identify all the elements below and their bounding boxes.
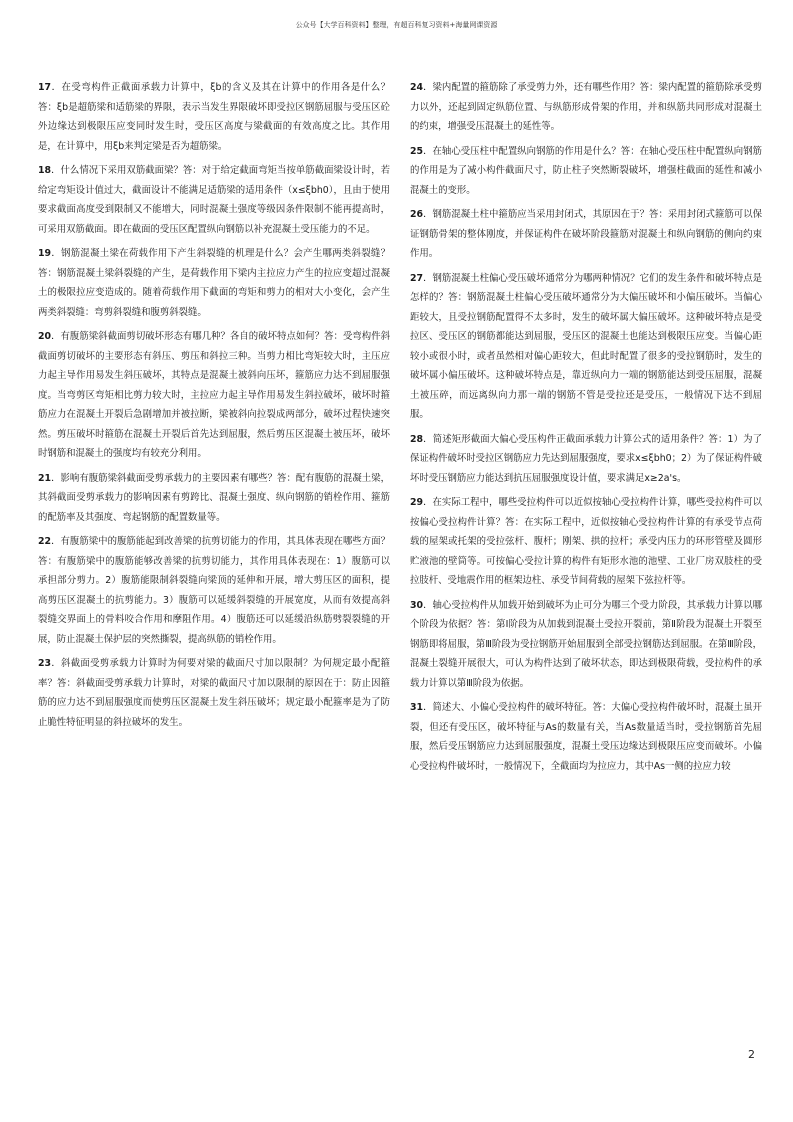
left-column <box>38 78 390 737</box>
question-18 <box>38 161 390 239</box>
question-text: ．钢筋混凝土柱中箍筋应当采用封闭式，其原因在于？答：采用封闭式箍筋可以保证钢筋骨架的整体刚度，并保证构件在破坏阶段箍筋对混凝土和纵向钢筋的侧向约束作用。 <box>410 209 762 259</box>
question-number: 22 <box>38 536 52 547</box>
question-text: ．钢筋混凝土梁在荷载作用下产生斜裂缝的机理是什么？会产生哪两类斜裂缝？答：钢筋混凝土梁斜裂缝的产生，是荷载作用下梁内主拉应力产生的拉应变超过混凝土的极限拉应变造成的。随着荷载作用下截面的弯矩和剪力的相对大小变化，会产生两类斜裂缝：弯剪斜裂缝和腹剪斜裂缝。 <box>38 248 390 318</box>
question-23 <box>38 654 390 732</box>
question-22 <box>38 532 390 649</box>
question-text: ．在实际工程中，哪些受拉构件可以近似按轴心受拉构件计算，哪些受拉构件可以按偏心受拉构件计算？答：在实际工程中，近似按轴心受拉构件计算的有承受节点荷载的屋架或托架的受拉弦杆、腹杆；刚架、拱的拉杆；承受内压力的环形管壁及圆形贮液池的壁筒等。可按偏心受拉计算的构件有矩形水池的池壁、工业厂房双肢柱的受拉肢杆、受地震作用的框架边柱、承受节间荷载的屋架下弦拉杆等。 <box>410 497 762 586</box>
question-text: ．简述大、小偏心受拉构件的破坏特征。答：大偏心受拉构件破坏时，混凝土虽开裂，但还有受压区，破坏特征与As的数量有关，当As数量适当时，受拉钢筋首先屈服，然后受压钢筋应力达到屈服强度，混凝土受压边缘达到极限压应变而破坏。小偏心受拉构件破坏时，一般情况下，全截面均为拉应力，其中As一侧的拉应力较 <box>410 702 762 772</box>
question-number: 20 <box>38 331 52 342</box>
question-number: 29 <box>410 497 424 508</box>
question-number: 30 <box>410 599 424 611</box>
question-26 <box>410 205 762 264</box>
question-text: ．轴心受拉构件从加载开始到破坏为止可分为哪三个受力阶段，其承载力计算以哪个阶段为依据？答：第Ⅰ阶段为从加载到混凝土受拉开裂前，第Ⅱ阶段为混凝土开裂至钢筋即将屈服，第Ⅲ阶段为受拉钢筋开始屈服到全部受拉钢筋达到屈服。在第Ⅲ阶段，混凝土裂缝开展很大，可认为构件达到了破坏状态，即达到极限荷载，受拉构件的承载力计算以第Ⅲ阶段为依据。 <box>410 599 762 689</box>
question-25 <box>410 142 762 201</box>
question-text: ．简述矩形截面大偏心受压构件正截面承载力计算公式的适用条件？答：1）为了保证构件破坏时受拉区钢筋应力先达到屈服强度，要求x≤ξbh0；2）为了保证构件破坏时受压钢筋应力能达到抗压屈服强度设计值，要求满足x≥2a's。 <box>410 433 762 484</box>
question-17 <box>38 78 390 156</box>
question-text: ．梁内配置的箍筋除了承受剪力外，还有哪些作用？答：梁内配置的箍筋除承受剪力以外，还起到固定纵筋位置、与纵筋形成骨架的作用，并和纵筋共同形成对混凝土的约束，增强受压混凝土的延性等。 <box>410 82 762 132</box>
question-text: ．有腹筋梁中的腹筋能起到改善梁的抗剪切能力的作用，其具体表现在哪些方面？答：有腹筋梁中的腹筋能够改善梁的抗剪切能力，其作用具体表现在：1）腹筋可以承担部分剪力。2）腹筋能限制斜裂缝向梁顶的延伸和开展，增大剪压区的面积，提高剪压区混凝土的抗剪能力。3）腹筋可以延缓斜裂缝的开展宽度，从而有效提高斜裂缝交界面上的骨料咬合作用和摩阻作用。4）腹筋还可以延缓沿纵筋劈裂裂缝的开展，防止混凝土保护层的突然撕裂，提高纵筋的销栓作用。 <box>38 536 390 645</box>
question-number: 25 <box>410 145 424 157</box>
question-number: 24 <box>410 82 424 93</box>
question-30 <box>410 596 762 694</box>
question-number: 21 <box>38 472 52 484</box>
question-text: ．斜截面受剪承载力计算时为何要对梁的截面尺寸加以限制？为何规定最小配箍率？答：斜截面受剪承载力计算时，对梁的截面尺寸加以限制的原因在于：防止因箍筋的应力达不到屈服强度而使剪压区混凝土发生斜压破坏；规定最小配箍率是为了防止脆性特征明显的斜拉破坏的发生。 <box>38 658 390 728</box>
question-text: ．钢筋混凝土柱偏心受压破坏通常分为哪两种情况？它们的发生条件和破坏特点是怎样的？答：钢筋混凝土柱偏心受压破坏通常分为大偏压破坏和小偏压破坏。当偏心距较大，且受拉钢筋配置得不太多时，发生的破坏属大偏压破坏。这种破坏特点是受拉区、受压区的钢筋都能达到屈服，受压区的混凝土也能达到极限压应变。当偏心距较小或很小时，或者虽然相对偏心距较大，但此时配置了很多的受拉钢筋时，发生的破坏属小偏压破坏。这种破坏特点是，靠近纵向力一端的钢筋能达到受压屈服，混凝土被压碎，而远离纵向力那一端的钢筋不管是受拉还是受压，一般情况下达不到屈服。 <box>410 272 762 420</box>
question-number: 18 <box>38 165 52 176</box>
right-column <box>410 78 762 781</box>
question-27 <box>410 269 762 425</box>
question-number: 31 <box>410 702 424 713</box>
question-text: ．什么情况下采用双筋截面梁？答：对于给定截面弯矩当按单筋截面梁设计时，若给定弯矩设计值过大，截面设计不能满足适筋梁的适用条件（x≤ξbh0），且由于使用要求截面高度受到限制又不能增大，同时混凝土强度等级因条件限制不能再提高时，可采用双筋截面。即在截面的受压区配置纵向钢筋以补充混凝土受压能力的不足。 <box>38 165 390 235</box>
question-24 <box>410 78 762 137</box>
page-header: 公众号【大学百科资料】整理，有超百科复习资料+海量网课资源 <box>295 21 498 29</box>
question-31 <box>410 698 762 776</box>
question-20 <box>38 327 390 464</box>
question-number: 19 <box>38 248 52 259</box>
question-number: 28 <box>410 433 424 445</box>
question-28 <box>410 430 762 489</box>
question-text: ．在受弯构件正截面承载力计算中，ξb的含义及其在计算中的作用各是什么？答：ξb是超筋梁和适筋梁的界限，表示当发生界限破坏即受拉区钢筋屈服与受压区砼外边缘达到极限压应变同时发生时，受压区高度与梁截面的有效高度之比。其作用是，在计算中，用ξb来判定梁是否为超筋梁。 <box>38 82 390 152</box>
question-text: ．在轴心受压柱中配置纵向钢筋的作用是什么？答：在轴心受压柱中配置纵向钢筋的作用是为了减小构件截面尺寸，防止柱子突然断裂破坏，增强柱截面的延性和减小混凝土的变形。 <box>410 145 762 196</box>
question-text: ．影响有腹筋梁斜截面受剪承载力的主要因素有哪些？答：配有腹筋的混凝土梁，其斜截面受剪承载力的影响因素有剪跨比、混凝土强度、纵向钢筋的销栓作用、箍筋的配筋率及其强度、弯起钢筋的配置数量等。 <box>38 472 390 523</box>
question-21 <box>38 469 390 528</box>
question-number: 17 <box>38 82 52 93</box>
page-number: 2 <box>748 1048 755 1061</box>
question-19 <box>38 244 390 322</box>
question-29 <box>410 493 762 591</box>
question-number: 27 <box>410 272 424 284</box>
question-number: 23 <box>38 658 52 669</box>
question-text: ．有腹筋梁斜截面剪切破坏形态有哪几种？各自的破坏特点如何？答：受弯构件斜截面剪切破坏的主要形态有斜压、剪压和斜拉三种。当剪力相比弯矩较大时，主压应力起主导作用易发生斜压破坏，其特点是混凝土被斜向压坏，箍筋应力达不到屈服强度。当弯剪区弯矩相比剪力较大时，主拉应力起主导作用易发生斜拉破坏，破坏时箍筋应力在混凝土开裂后急剧增加并被拉断，梁被斜向拉裂成两部分，破坏过程快速突然。剪压破坏时箍筋在混凝土开裂后首先达到屈服，然后剪压区混凝土被压坏，破坏时钢筋和混凝土的强度均有较充分利用。 <box>38 331 390 459</box>
question-number: 26 <box>410 209 424 220</box>
